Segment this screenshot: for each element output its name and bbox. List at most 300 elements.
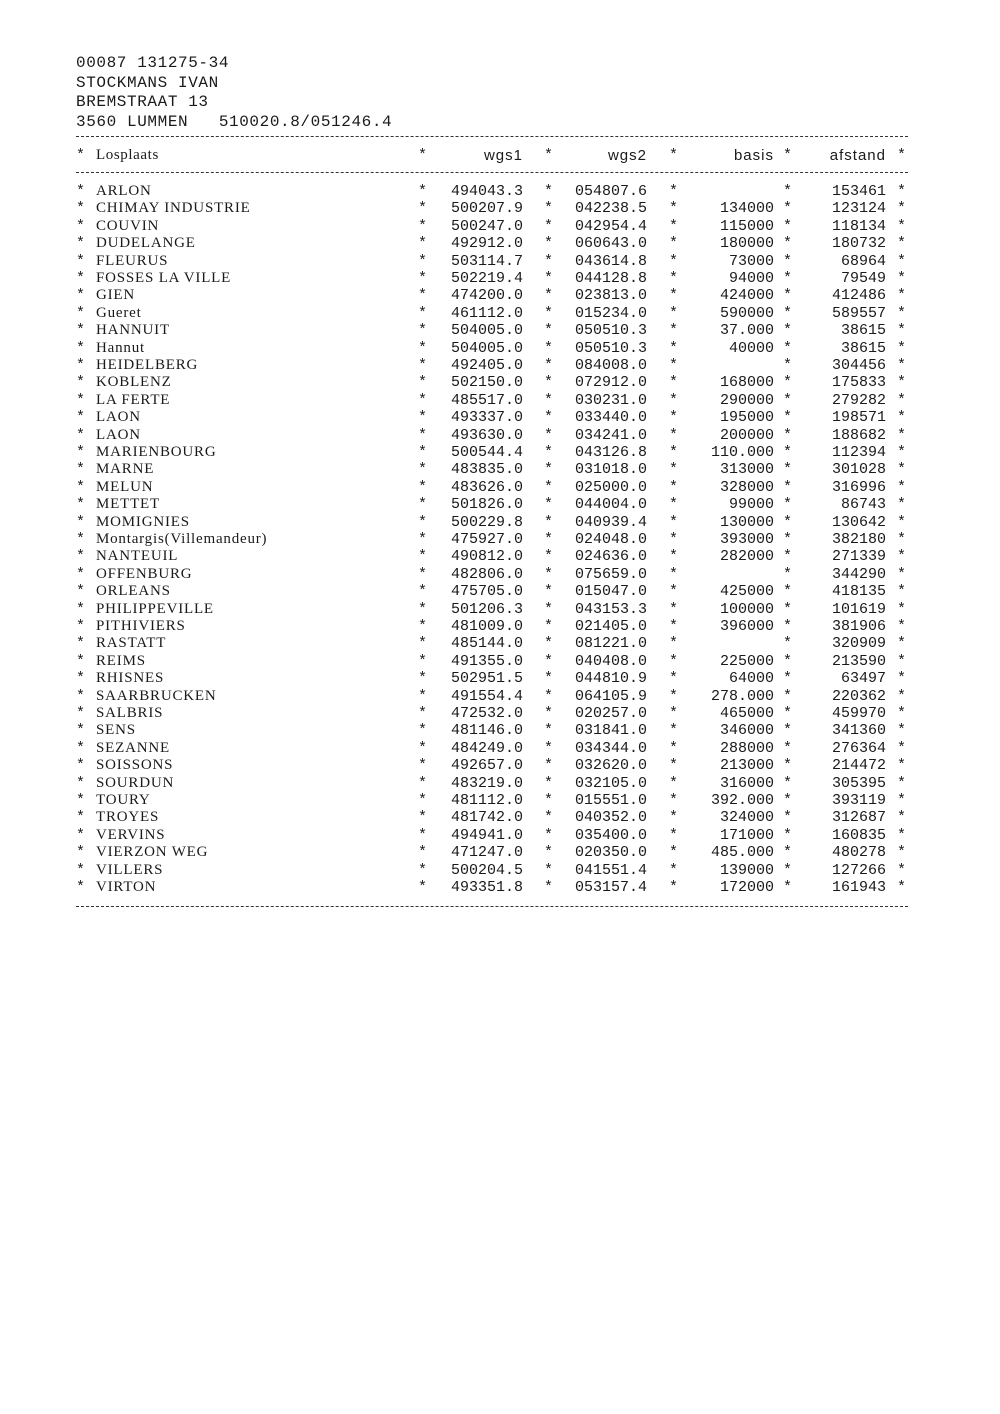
- separator: *: [418, 147, 428, 164]
- cell-wgs2: 024636.0: [574, 548, 647, 566]
- separator: *: [418, 565, 428, 583]
- separator: *: [897, 739, 907, 757]
- cell-losplaats: PITHIVIERS: [96, 618, 186, 634]
- separator: *: [544, 200, 554, 218]
- cell-wgs2: 044128.8: [574, 270, 647, 287]
- table-row: [0, 340, 1000, 357]
- cell-basis: 168000: [719, 374, 774, 392]
- separator: *: [897, 461, 907, 479]
- separator: *: [669, 391, 679, 409]
- cell-wgs2: 084008.0: [574, 357, 647, 374]
- cell-basis: 278.000: [710, 687, 774, 705]
- separator: *: [897, 774, 907, 792]
- separator: *: [669, 217, 679, 235]
- separator: *: [897, 374, 907, 392]
- separator: *: [418, 670, 428, 688]
- separator: *: [418, 548, 428, 566]
- separator: *: [897, 792, 907, 809]
- cell-wgs2: 043126.8: [574, 444, 647, 461]
- cell-basis: 94000: [728, 270, 774, 287]
- cell-wgs2: 035400.0: [574, 826, 647, 844]
- cell-wgs2: 041551.4: [574, 861, 647, 879]
- separator: *: [897, 618, 907, 635]
- cell-wgs1: 493630.0: [450, 426, 523, 444]
- cell-wgs2: 032620.0: [574, 757, 647, 775]
- separator: *: [76, 252, 86, 270]
- cell-wgs1: 475705.0: [450, 583, 523, 601]
- separator: *: [418, 461, 428, 479]
- cell-basis: 139000: [719, 861, 774, 879]
- separator: *: [669, 235, 679, 253]
- cell-basis: 590000: [719, 304, 774, 322]
- separator: *: [897, 670, 907, 688]
- table-row: [0, 792, 1000, 809]
- cell-wgs2: 072912.0: [574, 374, 647, 392]
- separator: *: [544, 809, 554, 827]
- separator: *: [669, 357, 679, 374]
- separator: *: [669, 565, 679, 583]
- cell-wgs1: 484249.0: [450, 739, 523, 757]
- separator: *: [544, 722, 554, 740]
- address-block: [76, 54, 392, 132]
- separator: *: [669, 809, 679, 827]
- separator: *: [544, 600, 554, 618]
- separator: *: [897, 357, 907, 374]
- separator: *: [418, 252, 428, 270]
- table-row: [0, 479, 1000, 496]
- separator: *: [418, 687, 428, 705]
- separator: *: [669, 444, 679, 461]
- separator: *: [897, 183, 907, 200]
- separator: *: [544, 496, 554, 514]
- separator: *: [669, 339, 679, 357]
- separator: *: [418, 600, 428, 618]
- cell-losplaats: LA FERTE: [96, 391, 171, 408]
- cell-wgs1: 501206.3: [450, 600, 523, 618]
- column-header-wgs2: wgs2: [607, 147, 647, 164]
- separator: *: [783, 200, 793, 218]
- separator: *: [418, 409, 428, 427]
- cell-afstand: 279282: [831, 391, 886, 409]
- cell-wgs2: 050510.3: [574, 322, 647, 340]
- separator: *: [544, 444, 554, 461]
- separator: *: [76, 147, 86, 164]
- table-row: [0, 427, 1000, 444]
- separator: *: [783, 478, 793, 496]
- cell-basis: 213000: [719, 757, 774, 775]
- separator: *: [76, 792, 86, 809]
- separator: *: [897, 200, 907, 218]
- separator: *: [669, 461, 679, 479]
- separator: *: [544, 583, 554, 601]
- cell-afstand: 341360: [831, 722, 886, 740]
- cell-afstand: 480278: [831, 844, 886, 862]
- separator: *: [669, 583, 679, 601]
- table-row: [0, 287, 1000, 304]
- separator: *: [544, 792, 554, 809]
- cell-basis: 328000: [719, 478, 774, 496]
- cell-afstand: 153461: [831, 183, 886, 200]
- separator: *: [669, 600, 679, 618]
- separator: *: [76, 478, 86, 496]
- separator: *: [897, 844, 907, 862]
- cell-wgs1: 490812.0: [450, 548, 523, 566]
- separator: *: [897, 879, 907, 896]
- separator: *: [544, 409, 554, 427]
- cell-wgs2: 042238.5: [574, 200, 647, 218]
- table-row: [0, 653, 1000, 670]
- table-row: [0, 670, 1000, 687]
- table-row: [0, 531, 1000, 548]
- table-row: [0, 374, 1000, 391]
- separator: *: [897, 426, 907, 444]
- cell-wgs2: 033440.0: [574, 409, 647, 427]
- cell-basis: 180000: [719, 235, 774, 253]
- cell-wgs2: 031018.0: [574, 461, 647, 479]
- separator: *: [897, 861, 907, 879]
- separator: *: [669, 513, 679, 531]
- cell-losplaats: MOMIGNIES: [96, 513, 190, 530]
- separator: *: [669, 879, 679, 896]
- separator: *: [897, 270, 907, 287]
- separator: *: [897, 496, 907, 514]
- separator: *: [669, 147, 679, 164]
- cell-losplaats: SAARBRUCKEN: [96, 687, 217, 704]
- separator: *: [544, 879, 554, 896]
- cell-wgs1: 502150.0: [450, 374, 523, 392]
- cell-losplaats: SOURDUN: [96, 774, 175, 791]
- cell-wgs2: 015551.0: [574, 792, 647, 809]
- separator: *: [418, 235, 428, 253]
- cell-afstand: 161943: [831, 879, 886, 896]
- separator: *: [76, 844, 86, 862]
- cell-wgs1: 475927.0: [450, 531, 523, 548]
- separator: *: [76, 774, 86, 792]
- cell-losplaats: REIMS: [96, 652, 146, 669]
- cell-basis: 110.000: [710, 444, 774, 461]
- separator: *: [897, 600, 907, 618]
- table-row: [0, 548, 1000, 565]
- top-divider: [76, 136, 908, 137]
- cell-wgs1: 461112.0: [450, 304, 523, 322]
- cell-wgs1: 481009.0: [450, 618, 523, 635]
- table-row: [0, 305, 1000, 322]
- cell-basis: 200000: [719, 426, 774, 444]
- cell-basis: 40000: [728, 339, 774, 357]
- separator: *: [669, 200, 679, 218]
- separator: *: [544, 635, 554, 653]
- cell-basis: 130000: [719, 513, 774, 531]
- cell-afstand: 160835: [831, 826, 886, 844]
- cell-wgs1: 502219.4: [450, 270, 523, 287]
- separator: *: [544, 270, 554, 287]
- cell-basis: 290000: [719, 391, 774, 409]
- separator: *: [544, 687, 554, 705]
- separator: *: [783, 618, 793, 635]
- separator: *: [783, 183, 793, 200]
- cell-basis: 346000: [719, 722, 774, 740]
- separator: *: [783, 600, 793, 618]
- city-and-coordinates: 3560 LUMMEN 510020.8/051246.4: [76, 112, 393, 131]
- separator: *: [783, 322, 793, 340]
- separator: *: [418, 217, 428, 235]
- separator: *: [544, 391, 554, 409]
- separator: *: [897, 809, 907, 827]
- cell-wgs1: 492912.0: [450, 235, 523, 253]
- cell-wgs2: 020350.0: [574, 844, 647, 862]
- separator: *: [669, 861, 679, 879]
- separator: *: [669, 548, 679, 566]
- cell-wgs2: 081221.0: [574, 635, 647, 653]
- separator: *: [897, 217, 907, 235]
- separator: *: [783, 844, 793, 862]
- separator: *: [76, 739, 86, 757]
- separator: *: [897, 513, 907, 531]
- separator: *: [76, 618, 86, 635]
- cell-afstand: 305395: [831, 774, 886, 792]
- separator: *: [669, 652, 679, 670]
- separator: *: [544, 252, 554, 270]
- separator: *: [76, 461, 86, 479]
- separator: *: [669, 478, 679, 496]
- separator: *: [76, 635, 86, 653]
- separator: *: [76, 200, 86, 218]
- separator: *: [418, 478, 428, 496]
- separator: *: [76, 426, 86, 444]
- cell-basis: 115000: [719, 217, 774, 235]
- separator: *: [897, 391, 907, 409]
- separator: *: [418, 391, 428, 409]
- separator: *: [418, 322, 428, 340]
- separator: *: [783, 461, 793, 479]
- separator: *: [783, 409, 793, 427]
- cell-afstand: 312687: [831, 809, 886, 827]
- separator: *: [897, 235, 907, 253]
- separator: *: [76, 357, 86, 374]
- separator: *: [418, 444, 428, 461]
- separator: *: [897, 409, 907, 427]
- cell-losplaats: LAON: [96, 409, 141, 426]
- separator: *: [544, 705, 554, 722]
- separator: *: [897, 147, 907, 164]
- separator: *: [669, 252, 679, 270]
- separator: *: [669, 670, 679, 688]
- cell-losplaats: CHIMAY INDUSTRIE: [96, 200, 251, 217]
- separator: *: [897, 339, 907, 357]
- cell-losplaats: HEIDELBERG: [96, 357, 199, 373]
- cell-wgs1: 471247.0: [450, 844, 523, 862]
- separator: *: [783, 809, 793, 827]
- cell-basis: 465000: [719, 705, 774, 722]
- cell-basis: 316000: [719, 774, 774, 792]
- cell-wgs1: 504005.0: [450, 339, 523, 357]
- separator: *: [418, 270, 428, 287]
- separator: *: [897, 826, 907, 844]
- separator: *: [783, 652, 793, 670]
- separator: *: [783, 270, 793, 287]
- separator: *: [544, 670, 554, 688]
- separator: *: [897, 444, 907, 461]
- separator: *: [76, 809, 86, 827]
- cell-losplaats: TOURY: [96, 792, 151, 808]
- cell-wgs2: 021405.0: [574, 618, 647, 635]
- cell-wgs2: 044004.0: [574, 496, 647, 514]
- cell-basis: 424000: [719, 287, 774, 305]
- separator: *: [76, 496, 86, 514]
- cell-wgs1: 474200.0: [450, 287, 523, 305]
- cell-wgs2: 053157.4: [574, 879, 647, 896]
- table-row: [0, 253, 1000, 270]
- cell-wgs2: 032105.0: [574, 774, 647, 792]
- cell-afstand: 123124: [831, 200, 886, 218]
- separator: *: [418, 287, 428, 305]
- cell-losplaats: NANTEUIL: [96, 548, 179, 565]
- separator: *: [418, 774, 428, 792]
- separator: *: [544, 478, 554, 496]
- cell-basis: 282000: [719, 548, 774, 566]
- separator: *: [76, 374, 86, 392]
- separator: *: [669, 826, 679, 844]
- cell-wgs2: 044810.9: [574, 670, 647, 688]
- cell-wgs2: 024048.0: [574, 531, 647, 548]
- separator: *: [544, 287, 554, 305]
- separator: *: [544, 217, 554, 235]
- cell-losplaats: ORLEANS: [96, 583, 171, 600]
- header-divider: [76, 172, 908, 173]
- cell-wgs1: 503114.7: [450, 252, 523, 270]
- cell-wgs1: 493351.8: [450, 879, 523, 896]
- separator: *: [669, 757, 679, 775]
- cell-afstand: 38615: [840, 322, 886, 340]
- separator: *: [544, 826, 554, 844]
- cell-losplaats: OFFENBURG: [96, 565, 193, 582]
- cell-losplaats: Montargis(Villemandeur): [96, 531, 268, 547]
- separator: *: [783, 739, 793, 757]
- table-row: [0, 200, 1000, 217]
- separator: *: [418, 374, 428, 392]
- separator: *: [783, 879, 793, 896]
- cell-wgs2: 040408.0: [574, 652, 647, 670]
- separator: *: [544, 548, 554, 566]
- cell-basis: 99000: [728, 496, 774, 514]
- separator: *: [897, 652, 907, 670]
- cell-wgs1: 483219.0: [450, 774, 523, 792]
- cell-losplaats: VIRTON: [96, 879, 157, 895]
- separator: *: [76, 183, 86, 200]
- cell-wgs1: 493337.0: [450, 409, 523, 427]
- separator: *: [76, 287, 86, 305]
- cell-basis: 313000: [719, 461, 774, 479]
- separator: *: [669, 270, 679, 287]
- cell-afstand: 127266: [831, 861, 886, 879]
- separator: *: [418, 844, 428, 862]
- cell-wgs2: 034344.0: [574, 739, 647, 757]
- table-row: [0, 461, 1000, 478]
- cell-afstand: 344290: [831, 565, 886, 583]
- separator: *: [76, 826, 86, 844]
- separator: *: [544, 461, 554, 479]
- cell-afstand: 214472: [831, 757, 886, 775]
- cell-losplaats: PHILIPPEVILLE: [96, 600, 214, 617]
- cell-losplaats: SEZANNE: [96, 739, 170, 756]
- cell-afstand: 393119: [831, 792, 886, 809]
- separator: *: [669, 635, 679, 653]
- separator: *: [76, 444, 86, 461]
- separator: *: [544, 357, 554, 374]
- separator: *: [418, 739, 428, 757]
- cell-losplaats: LAON: [96, 426, 141, 443]
- separator: *: [897, 705, 907, 722]
- cell-wgs1: 500544.4: [450, 444, 523, 461]
- cell-afstand: 118134: [831, 217, 886, 235]
- table-row: [0, 705, 1000, 722]
- separator: *: [76, 757, 86, 775]
- separator: *: [76, 339, 86, 357]
- table-row: [0, 775, 1000, 792]
- cell-wgs2: 023813.0: [574, 287, 647, 305]
- separator: *: [544, 861, 554, 879]
- table-row: [0, 740, 1000, 757]
- cell-wgs1: 492405.0: [450, 357, 523, 374]
- separator: *: [76, 600, 86, 618]
- separator: *: [76, 652, 86, 670]
- cell-wgs2: 015047.0: [574, 583, 647, 601]
- separator: *: [783, 635, 793, 653]
- separator: *: [418, 809, 428, 827]
- separator: *: [418, 513, 428, 531]
- cell-afstand: 271339: [831, 548, 886, 566]
- cell-basis: 195000: [719, 409, 774, 427]
- separator: *: [669, 739, 679, 757]
- table-row: [0, 566, 1000, 583]
- separator: *: [783, 513, 793, 531]
- cell-losplaats: VERVINS: [96, 826, 166, 843]
- cell-wgs1: 504005.0: [450, 322, 523, 340]
- cell-losplaats: SOISSONS: [96, 757, 174, 774]
- cell-afstand: 180732: [831, 235, 886, 253]
- cell-afstand: 276364: [831, 739, 886, 757]
- separator: *: [783, 374, 793, 392]
- separator: *: [783, 426, 793, 444]
- separator: *: [418, 861, 428, 879]
- cell-losplaats: MARNE: [96, 461, 155, 478]
- separator: *: [76, 687, 86, 705]
- cell-basis: 172000: [719, 879, 774, 896]
- table-row: [0, 635, 1000, 652]
- separator: *: [783, 339, 793, 357]
- owner-name: STOCKMANS IVAN: [76, 73, 219, 92]
- separator: *: [783, 147, 793, 164]
- separator: *: [783, 705, 793, 722]
- separator: *: [544, 374, 554, 392]
- separator: *: [76, 270, 86, 287]
- separator: *: [418, 757, 428, 775]
- cell-wgs2: 015234.0: [574, 304, 647, 322]
- table-row: [0, 844, 1000, 861]
- table-row: [0, 218, 1000, 235]
- separator: *: [418, 722, 428, 740]
- separator: *: [783, 792, 793, 809]
- separator: *: [897, 565, 907, 583]
- separator: *: [544, 235, 554, 253]
- cell-wgs2: 043153.3: [574, 600, 647, 618]
- cell-losplaats: KOBLENZ: [96, 374, 172, 391]
- cell-basis: 425000: [719, 583, 774, 601]
- cell-wgs2: 042954.4: [574, 217, 647, 235]
- separator: *: [544, 531, 554, 548]
- separator: *: [76, 531, 86, 548]
- separator: *: [783, 757, 793, 775]
